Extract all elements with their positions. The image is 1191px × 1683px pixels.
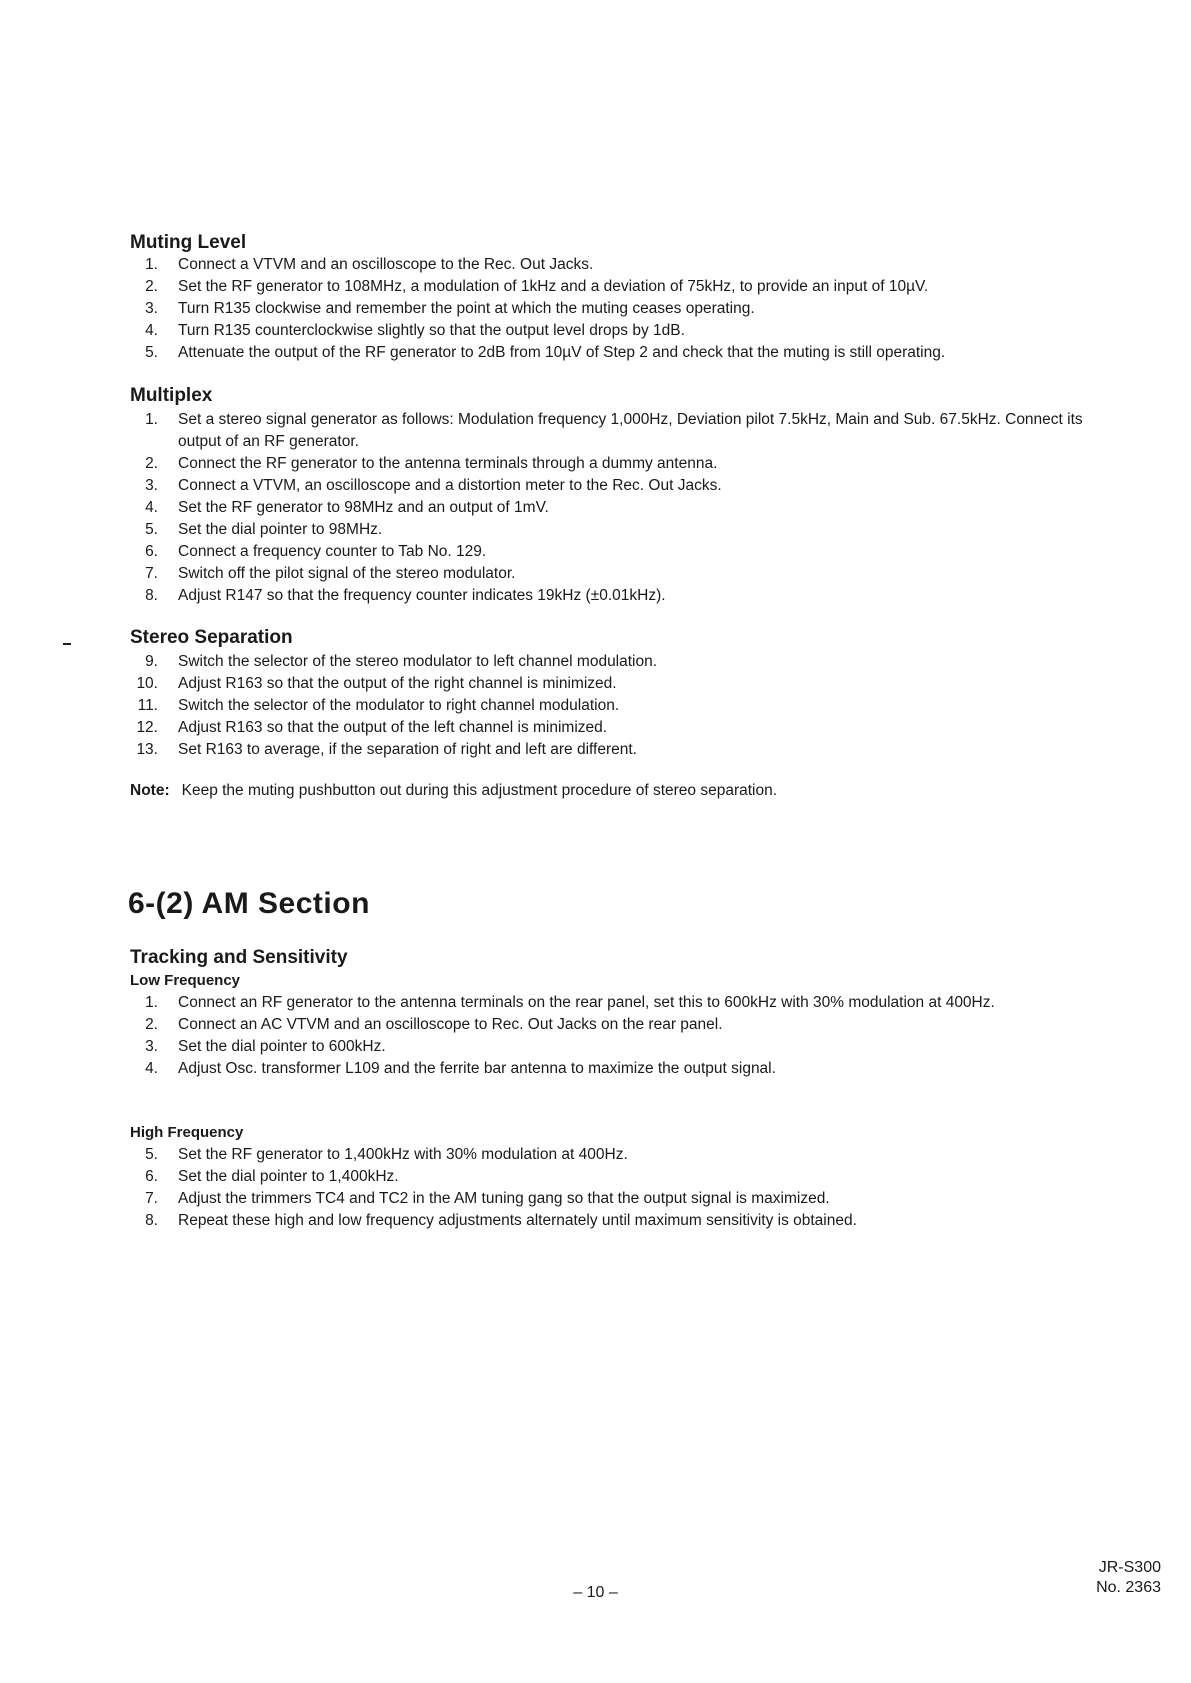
multiplex-list xyxy=(130,409,1110,607)
list-item xyxy=(130,298,1110,320)
list-item-text: Set the dial pointer to 98MHz. xyxy=(178,521,383,538)
list-item-text: Set R163 to average, if the separation of right and left are different. xyxy=(178,741,637,758)
list-item-text: Switch off the pilot signal of the stereo modulator. xyxy=(178,565,516,582)
list-item xyxy=(130,585,1110,607)
list-item xyxy=(130,320,1110,342)
list-item xyxy=(130,673,1110,695)
list-item xyxy=(130,342,1110,364)
note-text: Keep the muting pushbutton out during this adjustment procedure of stereo separation. xyxy=(181,782,778,799)
model-number: JR-S300 xyxy=(1098,1559,1161,1576)
list-item xyxy=(130,1058,1110,1080)
list-item-number: 5. xyxy=(145,521,158,538)
list-item-text: Adjust R163 so that the output of the right channel is minimized. xyxy=(178,675,617,692)
list-item-text: Connect an AC VTVM and an oscilloscope to Rec. Out Jacks on the rear panel. xyxy=(178,1016,723,1033)
list-item xyxy=(130,651,1110,673)
list-item xyxy=(130,695,1110,717)
document-number: No. 2363 xyxy=(1096,1579,1161,1596)
high-frequency-heading: High Frequency xyxy=(130,1124,244,1141)
list-item-text: Adjust the trimmers TC4 and TC2 in the AM tuning gang so that the output signal is maximized. xyxy=(178,1190,830,1207)
list-item-text: Set the RF generator to 1,400kHz with 30% modulation at 400Hz. xyxy=(178,1146,628,1163)
list-item-text: Set the RF generator to 108MHz, a modulation of 1kHz and a deviation of 75kHz, to provide an input of 10µV. xyxy=(178,278,929,295)
list-item xyxy=(130,254,1110,276)
list-item xyxy=(130,1144,1110,1166)
list-item xyxy=(130,497,1110,519)
list-item xyxy=(130,475,1110,497)
list-item xyxy=(130,541,1110,563)
list-item-number: 4. xyxy=(145,1060,158,1077)
list-item xyxy=(130,1014,1110,1036)
list-item-text: Set a stereo signal generator as follows: Modulation frequency 1,000Hz, Deviation pilot 7.5kHz, Main and Sub. 67.5kHz. Connect its output of an RF generator. xyxy=(178,411,1083,450)
muting-level-heading: Muting Level xyxy=(130,232,247,253)
multiplex-heading: Multiplex xyxy=(130,385,213,406)
list-item-number: 11. xyxy=(137,697,158,714)
list-item-number: 13. xyxy=(136,741,158,758)
list-item-number: 4. xyxy=(145,322,158,339)
list-item-text: Connect a VTVM, an oscilloscope and a distortion meter to the Rec. Out Jacks. xyxy=(178,477,722,494)
list-item-text: Turn R135 clockwise and remember the point at which the muting ceases operating. xyxy=(178,300,755,317)
list-item xyxy=(130,1188,1110,1210)
list-item-text: Adjust Osc. transformer L109 and the ferrite bar antenna to maximize the output signal. xyxy=(178,1060,776,1077)
list-item-text: Connect the RF generator to the antenna terminals through a dummy antenna. xyxy=(178,455,718,472)
list-item-text: Switch the selector of the stereo modulator to left channel modulation. xyxy=(178,653,658,670)
list-item xyxy=(130,1036,1110,1058)
list-item-text: Turn R135 counterclockwise slightly so that the output level drops by 1dB. xyxy=(178,322,685,339)
list-item xyxy=(130,992,1110,1014)
list-item-text: Adjust R163 so that the output of the left channel is minimized. xyxy=(178,719,608,736)
list-item-number: 2. xyxy=(145,278,158,295)
list-item-number: 4. xyxy=(145,499,158,516)
list-item-number: 9. xyxy=(145,653,158,670)
list-item-number: 8. xyxy=(145,587,158,604)
list-item xyxy=(130,1166,1110,1188)
list-item-number: 1. xyxy=(145,411,158,428)
list-item-number: 5. xyxy=(145,1146,158,1163)
list-item-text: Repeat these high and low frequency adjustments alternately until maximum sensitivity is obtained. xyxy=(178,1212,857,1229)
tracking-sensitivity-heading: Tracking and Sensitivity xyxy=(130,947,348,968)
note-label: Note: xyxy=(130,782,170,799)
list-item xyxy=(130,276,1110,298)
list-item-number: 6. xyxy=(145,1168,158,1185)
list-item xyxy=(130,1210,1110,1232)
list-item xyxy=(130,519,1110,541)
list-item-number: 2. xyxy=(145,1016,158,1033)
high-frequency-list xyxy=(130,1144,1110,1232)
list-item-number: 2. xyxy=(145,455,158,472)
list-item-text: Set the RF generator to 98MHz and an output of 1mV. xyxy=(178,499,549,516)
list-item-text: Set the dial pointer to 1,400kHz. xyxy=(178,1168,399,1185)
low-frequency-list xyxy=(130,992,1110,1080)
list-item-number: 3. xyxy=(145,1038,158,1055)
list-item-text: Connect a frequency counter to Tab No. 129. xyxy=(178,543,487,560)
note xyxy=(130,782,777,800)
list-item xyxy=(130,453,1110,475)
list-item xyxy=(130,563,1110,585)
list-item xyxy=(130,717,1110,739)
list-item-number: 6. xyxy=(145,543,158,560)
list-item-number: 1. xyxy=(145,256,158,273)
list-item-text: Connect an RF generator to the antenna terminals on the rear panel, set this to 600kHz with 30% modulation at 400Hz. xyxy=(178,994,995,1011)
list-item-number: 3. xyxy=(145,300,158,317)
list-item xyxy=(130,409,1110,453)
list-item-number: 10. xyxy=(136,675,158,692)
list-item-text: Attenuate the output of the RF generator to 2dB from 10µV of Step 2 and check that the muting is still operating. xyxy=(178,344,946,361)
page-number: – 10 – xyxy=(573,1584,618,1601)
list-item-number: 12. xyxy=(136,719,158,736)
list-item-text: Set the dial pointer to 600kHz. xyxy=(178,1038,386,1055)
stereo-separation-list xyxy=(130,651,1110,761)
am-section-heading: 6-(2) AM Section xyxy=(128,887,370,920)
document-reference xyxy=(1096,1558,1161,1598)
list-item-text: Switch the selector of the modulator to right channel modulation. xyxy=(178,697,620,714)
list-item-number: 5. xyxy=(145,344,158,361)
list-item-number: 1. xyxy=(145,994,158,1011)
stereo-separation-heading: Stereo Separation xyxy=(130,627,293,648)
list-item-text: Connect a VTVM and an oscilloscope to the Rec. Out Jacks. xyxy=(178,256,594,273)
muting-level-list xyxy=(130,254,1110,364)
list-item-number: 7. xyxy=(145,1190,158,1207)
list-item-number: 3. xyxy=(145,477,158,494)
list-item-text: Adjust R147 so that the frequency counter indicates 19kHz (±0.01kHz). xyxy=(178,587,666,604)
list-item xyxy=(130,739,1110,761)
low-frequency-heading: Low Frequency xyxy=(130,972,241,989)
list-item-number: 8. xyxy=(145,1212,158,1229)
list-item-number: 7. xyxy=(145,565,158,582)
margin-mark xyxy=(63,643,71,645)
